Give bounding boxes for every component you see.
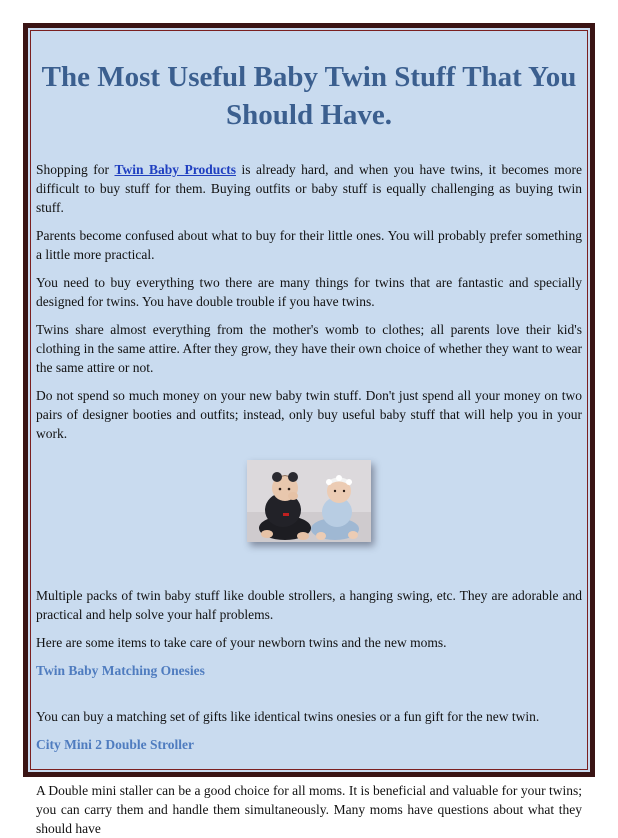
intro-after: is already hard, and when you have twins, it becomes more difficult to buy stuff for them. Buying outfits or baby stuff is equally challenging as buying twin stuff. [36,162,583,215]
twin-baby-products-link[interactable]: Twin Baby Products [114,162,236,177]
paragraph: Twins share almost everything from the mother's womb to clothes; all parents love their kid's clothing in the same attire. After they grow, they have their own choice of whether they want to wear the same attire or not. [36,322,582,375]
page-title: The Most Useful Baby Twin Stuff That You Should Have. [41,61,577,131]
article [36,58,582,838]
section-text-stroller: A Double mini staller can be a good choice for all moms. It is beneficial and valuable for your twins; you can carry them and handle them simultaneously. Many moms have questions about what they should have [36,783,582,836]
section-text-onesies: You can buy a matching set of gifts like identical twins onesies or a fun gift for the new twin. [36,709,540,724]
twin-babies-illustration [247,460,371,542]
intro-paragraph [36,160,582,217]
paragraph: Parents become confused about what to buy for their little ones. You will probably prefer something a little more practical. [36,228,582,262]
section-heading-onesies: Twin Baby Matching Onesies [36,663,205,678]
photo-container [36,460,582,547]
paragraph: You need to buy everything two there are many things for twins that are fantastic and specially designed for twins. You have double trouble if you have twins. [36,275,582,309]
paragraph: Do not spend so much money on your new baby twin stuff. Don't just spend all your money on two pairs of designer booties and outfits; instead, only buy useful baby stuff that will help you in your work. [36,388,582,441]
paragraph: Here are some items to take care of your newborn twins and the new moms. [36,635,447,650]
section-heading-stroller: City Mini 2 Double Stroller [36,737,194,752]
page-frame [23,23,595,836]
paragraph: Multiple packs of twin baby stuff like double strollers, a hanging swing, etc. They are adorable and practical and help solve your half problems. [36,588,582,622]
intro-before: Shopping for [36,162,115,177]
twin-babies-photo [247,460,371,542]
